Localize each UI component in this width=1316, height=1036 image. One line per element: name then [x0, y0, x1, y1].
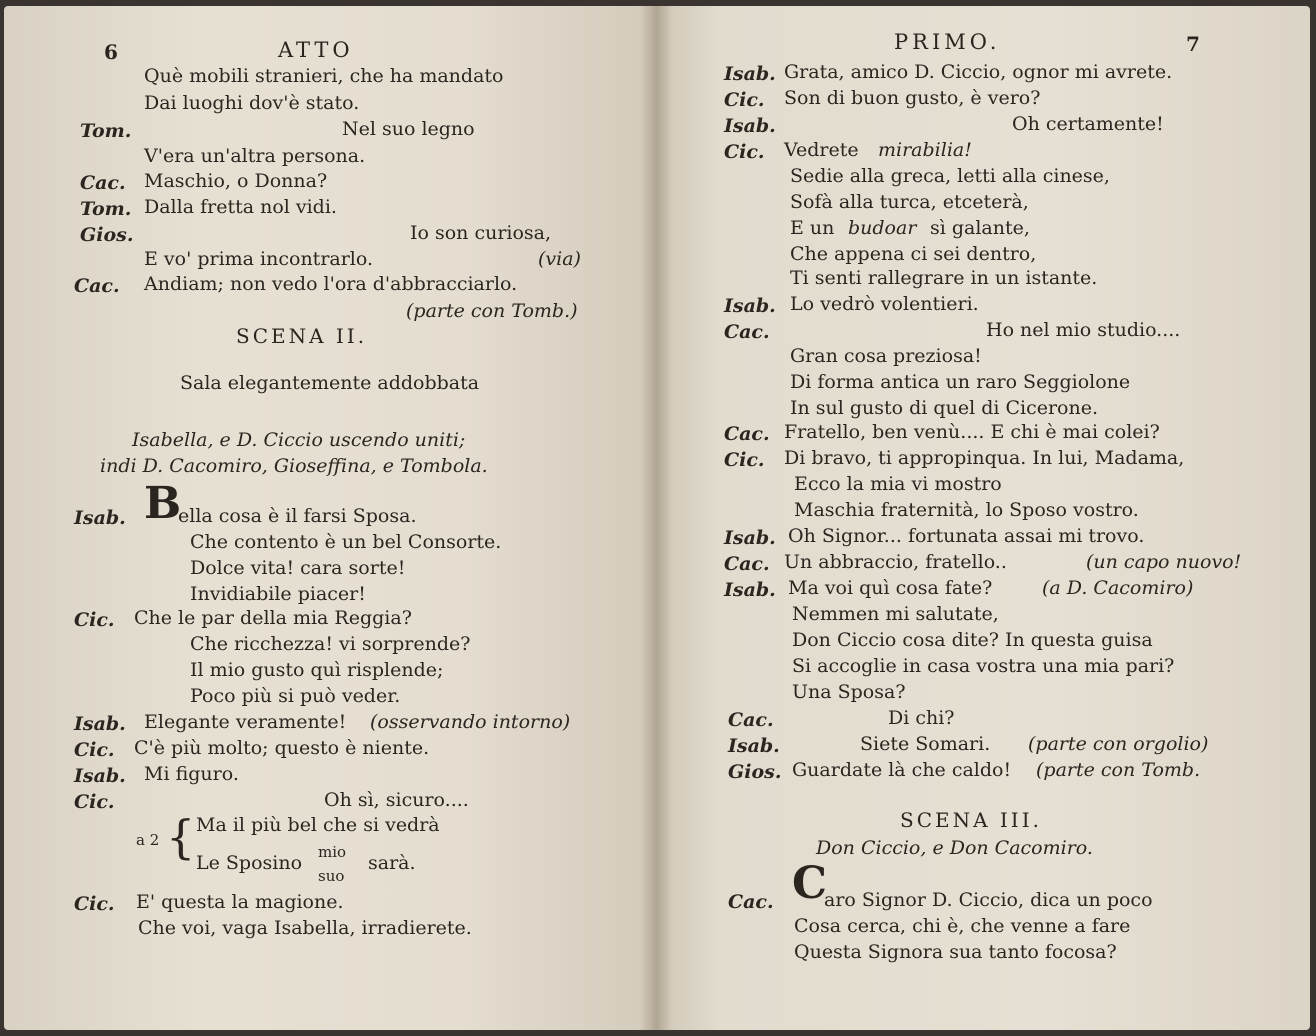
text-line: Gran cosa preziosa! [790, 345, 982, 367]
text-line: Ma il più bel che si vedrà [196, 814, 440, 836]
brace-symbol: { [166, 810, 196, 864]
text-line: Siete Somari. [860, 733, 991, 755]
text-line: Maschia fraternità, lo Sposo vostro. [794, 499, 1139, 521]
text-line: V'era un'altra persona. [144, 145, 366, 167]
text-line: Dai luoghi dov'è stato. [144, 92, 360, 114]
text-line: Poco più si può veder. [190, 685, 401, 707]
character-list: indi D. Cacomiro, Gioseffina, e Tombola. [100, 455, 488, 477]
character-list: Isabella, e D. Ciccio uscendo uniti; [132, 429, 466, 451]
text-line: Un abbraccio, fratello.. [784, 551, 1007, 573]
left-page [4, 6, 656, 1030]
right-page [656, 6, 1310, 1030]
stage-direction: (un capo nuovo! [1086, 551, 1242, 573]
text-line: sarà. [368, 852, 416, 874]
text-line: C'è più molto; questo è niente. [134, 737, 430, 759]
drop-cap: C [792, 858, 828, 909]
text-line: Di bravo, ti appropinqua. In lui, Madama, [784, 447, 1185, 469]
text-line: Questa Signora sua tanto focosa? [794, 941, 1117, 963]
text-line: sì galante, [930, 217, 1030, 239]
text-line: Sedie alla greca, letti alla cinese, [790, 165, 1110, 187]
scene-title: SCENA III. [900, 808, 1042, 832]
stage-direction: (parte con Tomb.) [406, 300, 578, 322]
speaker-label: Gios. [80, 224, 134, 246]
speaker-label: Cac. [724, 321, 770, 343]
running-header-left: ATTO [278, 38, 354, 62]
text-line: Nemmen mi salutate, [792, 603, 999, 625]
text-line: E vo' prima incontrarlo. [144, 248, 374, 270]
text-line: Invidiabile piacer! [190, 583, 366, 605]
text-line: Oh Signor... fortunata assai mi trovo. [788, 525, 1145, 547]
speaker-label: Cac. [728, 709, 774, 731]
text-line: Io son curiosa, [410, 222, 552, 244]
speaker-label: Isab. [724, 295, 776, 317]
text-line: Mi figuro. [144, 763, 239, 785]
text-line: E un [790, 217, 835, 239]
speaker-label: Cic. [724, 89, 765, 111]
text-line: Le Sposino [196, 852, 303, 874]
text-line: Ecco la mia vi mostro [794, 473, 1002, 495]
text-line: Di forma antica un raro Seggiolone [790, 371, 1131, 393]
speaker-label: Cic. [724, 141, 765, 163]
speaker-label: Cac. [74, 275, 120, 297]
text-line: Maschio, o Donna? [144, 170, 328, 192]
page-number-right: 7 [1186, 32, 1200, 56]
text-line: Oh sì, sicuro.... [324, 789, 469, 811]
speaker-label: Isab. [724, 579, 776, 601]
text-line: E' questa la magione. [136, 891, 344, 913]
text-line: Dolce vita! cara sorte! [190, 557, 406, 579]
speaker-label: Tom. [80, 120, 132, 142]
scene-title: SCENA II. [236, 324, 368, 348]
text-line: Che ricchezza! vi sorprende? [190, 633, 471, 655]
speaker-label: Cic. [74, 893, 115, 915]
stage-direction: budoar [848, 217, 917, 239]
text-line: Il mio gusto quì risplende; [190, 659, 444, 681]
text-line: aro Signor D. Ciccio, dica un poco [824, 889, 1153, 911]
stage-direction: (a D. Cacomiro) [1042, 577, 1194, 599]
text-line: Fratello, ben venù.... E chi è mai colei? [784, 421, 1160, 443]
speaker-label: Cic. [724, 449, 765, 471]
text-line: Grata, amico D. Ciccio, ognor mi avrete. [784, 61, 1173, 83]
variant-word: mio [318, 843, 347, 861]
stage-direction: (parte con orgolio) [1028, 733, 1209, 755]
speaker-label: Isab. [724, 63, 776, 85]
speaker-label: Tom. [80, 198, 132, 220]
drop-cap: B [144, 478, 182, 529]
text-line: Che voi, vaga Isabella, irradierete. [138, 917, 472, 939]
speaker-label: Isab. [724, 115, 776, 137]
text-line: Oh certamente! [1012, 113, 1164, 135]
text-line: Dalla fretta nol vidi. [144, 196, 337, 218]
speaker-label: Cac. [80, 172, 126, 194]
a2-label: a 2 [136, 831, 160, 849]
speaker-label: Gios. [728, 761, 782, 783]
text-line: Nel suo legno [342, 118, 475, 140]
text-line: Che appena ci sei dentro, [790, 243, 1037, 265]
text-line: Lo vedrò volentieri. [790, 293, 979, 315]
page-number-left: 6 [104, 40, 118, 64]
text-line: Cosa cerca, chi è, che venne a fare [794, 915, 1131, 937]
text-line: Vedrete [784, 139, 859, 161]
speaker-label: Isab. [728, 735, 780, 757]
speaker-label: Isab. [74, 713, 126, 735]
speaker-label: Cic. [74, 739, 115, 761]
scene-setting: Sala elegantemente addobbata [180, 372, 480, 394]
text-line: Che contento è un bel Consorte. [190, 531, 502, 553]
speaker-label: Isab. [724, 527, 776, 549]
speaker-label: Cic. [74, 791, 115, 813]
text-line: Andiam; non vedo l'ora d'abbracciarlo. [144, 273, 518, 295]
text-line: Una Sposa? [792, 681, 906, 703]
stage-direction: (via) [538, 248, 581, 270]
variant-word: suo [318, 867, 345, 885]
text-line: Don Ciccio cosa dite? In questa guisa [792, 629, 1153, 651]
text-line: Guardate là che caldo! [792, 759, 1012, 781]
speaker-label: Isab. [74, 507, 126, 529]
running-header-right: PRIMO. [894, 30, 1001, 54]
speaker-label: Cac. [724, 553, 770, 575]
text-line: Che le par della mia Reggia? [134, 607, 412, 629]
stage-direction: mirabilia! [878, 139, 972, 161]
book-gutter [640, 6, 672, 1030]
text-line: Son di buon gusto, è vero? [784, 87, 1041, 109]
text-line: Ma voi quì cosa fate? [788, 577, 993, 599]
text-line: Ti senti rallegrare in un istante. [790, 267, 1098, 289]
speaker-label: Cic. [74, 609, 115, 631]
stage-direction: (osservando intorno) [370, 711, 571, 733]
speaker-label: Cac. [724, 423, 770, 445]
text-line: Di chi? [888, 707, 955, 729]
text-line: ella cosa è il farsi Sposa. [178, 505, 417, 527]
character-list: Don Ciccio, e Don Cacomiro. [816, 837, 1093, 859]
text-line: Si accoglie in casa vostra una mia pari? [792, 655, 1175, 677]
speaker-label: Cac. [728, 891, 774, 913]
text-line: Què mobili stranieri, che ha mandato [144, 65, 504, 87]
text-line: In sul gusto di quel di Cicerone. [790, 397, 1099, 419]
speaker-label: Isab. [74, 765, 126, 787]
text-line: Sofà alla turca, etceterà, [790, 191, 1029, 213]
text-line: Ho nel mio studio.... [986, 319, 1181, 341]
text-line: Elegante veramente! [144, 711, 347, 733]
stage-direction: (parte con Tomb. [1036, 759, 1201, 781]
